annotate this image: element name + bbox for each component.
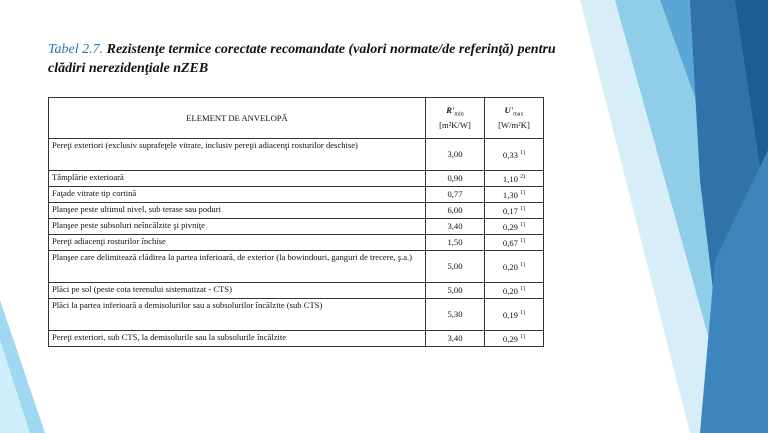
row-u-value: 0,29 [502, 333, 518, 344]
row-r-min: 3,00 [426, 139, 485, 171]
table-row [49, 203, 544, 219]
row-u-max [485, 235, 544, 251]
row-u-max [485, 171, 544, 187]
row-u-value: 0,19 [502, 309, 518, 320]
row-footnote: 1) [520, 334, 526, 341]
row-u-value: 1,10 [502, 173, 518, 184]
row-u-value: 0,20 [502, 285, 518, 296]
row-element: Plăci pe sol (peste cota terenului sistematizat - CTS) [49, 283, 426, 299]
row-r-min: 1,50 [426, 235, 485, 251]
row-u-max [485, 187, 544, 203]
table-header-row [49, 98, 544, 139]
table-title [48, 40, 588, 78]
table-row [49, 171, 544, 187]
table-caption: Rezistenţe termice corectate recomandate (valori normate/de referinţă) pentru clădiri nerezidenţiale nZEB [48, 42, 556, 76]
row-u-max [485, 139, 544, 171]
row-u-value: 0,67 [502, 237, 518, 248]
row-r-min: 5,30 [426, 299, 485, 331]
row-r-min: 5,00 [426, 283, 485, 299]
table-row [49, 331, 544, 347]
row-u-value: 0,20 [502, 261, 518, 272]
row-r-min: 3,40 [426, 331, 485, 347]
table-row [49, 251, 544, 283]
row-u-value: 0,29 [502, 221, 518, 232]
resistance-table [48, 97, 544, 347]
row-r-min: 6,00 [426, 203, 485, 219]
row-footnote: 1) [520, 206, 526, 213]
row-u-value: 1,30 [502, 189, 518, 200]
table-number: Tabel 2.7. [48, 42, 104, 57]
row-r-min: 0,77 [426, 187, 485, 203]
table-row [49, 283, 544, 299]
row-footnote: 1) [520, 262, 526, 269]
row-r-min: 3,40 [426, 219, 485, 235]
table-row [49, 139, 544, 171]
table-row [49, 219, 544, 235]
row-footnote: 1) [520, 190, 526, 197]
row-footnote: 1) [520, 310, 526, 317]
header-u-max: $U'_{max}$ [W/m²K] [485, 98, 544, 139]
row-u-max [485, 331, 544, 347]
row-u-value: 0,17 [502, 205, 518, 216]
row-u-max [485, 219, 544, 235]
row-u-max [485, 251, 544, 283]
row-u-max [485, 283, 544, 299]
row-u-value: 0,33 [502, 149, 518, 160]
table-row [49, 235, 544, 251]
row-element: Plăci la partea inferioară a demisolurilor sau a subsolurilor încălzite (sub CTS) [49, 299, 426, 331]
row-element: Faţade vitrate tip cortină [49, 187, 426, 203]
row-footnote: 1) [520, 238, 526, 245]
row-footnote: 1) [520, 286, 526, 293]
row-footnote: 1) [520, 150, 526, 157]
row-footnote: 1) [520, 222, 526, 229]
table-row [49, 299, 544, 331]
row-element: Planşee peste ultimul nivel, sub terase sau poduri [49, 203, 426, 219]
row-element: Pereţi exteriori, sub CTS, la demisolurile sau la subsolurile încălzite [49, 331, 426, 347]
row-u-max [485, 299, 544, 331]
table-row [49, 187, 544, 203]
row-element: Planşee peste subsoluri neîncălzite şi pivniţe [49, 219, 426, 235]
row-element: Pereţi adiacenţi rosturilor închise [49, 235, 426, 251]
row-footnote: 2) [520, 174, 526, 181]
row-r-min: 5,00 [426, 251, 485, 283]
row-element: Planşee care delimitează clădirea la partea inferioară, de exterior (la bowindouri, ganguri de trecere, ş.a.) [49, 251, 426, 283]
table-body [49, 139, 544, 347]
row-element: Pereţi exteriori (exclusiv suprafeţele vitrate, inclusiv pereţii adiacenţi rosturilor deschise) [49, 139, 426, 171]
row-r-min: 0,90 [426, 171, 485, 187]
header-element: ELEMENT DE ANVELOPĂ [49, 98, 426, 139]
row-element: Tâmplărie exterioară [49, 171, 426, 187]
row-u-max [485, 203, 544, 219]
header-r-min: $R'_{min}$ [m²K/W] [426, 98, 485, 139]
